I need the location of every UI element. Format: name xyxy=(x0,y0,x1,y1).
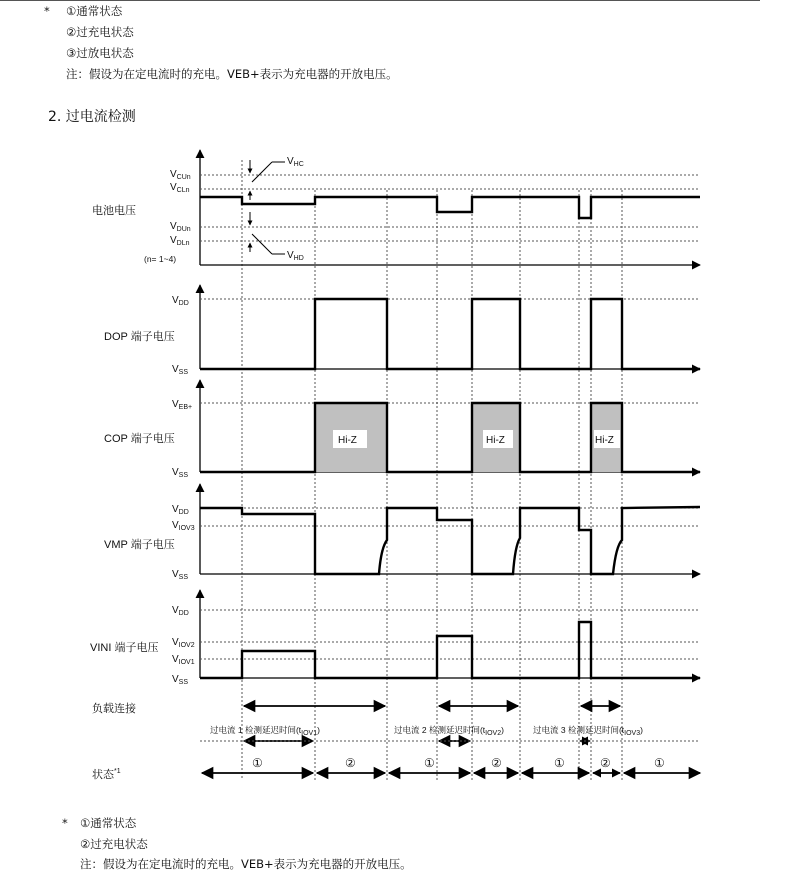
state-mark-1: ① xyxy=(252,756,263,770)
vcun-label: $V_{CUn}$ xyxy=(170,169,191,181)
vini-vss-label: $V_{SS}$ xyxy=(172,674,189,686)
dop-label: DOP 端子电压 xyxy=(104,331,175,343)
vhd-label: $V_{HD}$ xyxy=(287,250,304,262)
cop-label: COP 端子电压 xyxy=(104,433,175,445)
vmp-panel xyxy=(104,484,700,581)
vhc-label: $V_{HC}$ xyxy=(287,156,304,168)
state-mark-3: ① xyxy=(424,756,435,770)
event-lines xyxy=(242,160,622,780)
state-mark-4: ② xyxy=(491,756,502,770)
vini-viov2-label: $V_{IOV2}$ xyxy=(172,637,195,649)
battery-voltage-trace xyxy=(200,197,700,218)
cop-trace xyxy=(200,403,700,472)
hiz-label-1: Hi-Z xyxy=(338,435,357,446)
top-note-remark: 注：假设为在定电流时的充电。VEB+表示为充电器的开放电压。 xyxy=(66,67,398,81)
n-range-label: (n= 1~4) xyxy=(144,254,177,264)
cop-panel xyxy=(104,380,700,479)
vmp-label: VMP 端子电压 xyxy=(104,539,175,551)
state-mark-7: ① xyxy=(654,756,665,770)
vini-viov1-label: $V_{IOV1}$ xyxy=(172,654,195,666)
battery-voltage-label: 电池电压 xyxy=(92,205,136,217)
vdln-label: $V_{DLn}$ xyxy=(170,235,190,247)
top-note-overdischarge: ③过放电状态 xyxy=(66,46,134,60)
load-connection-label: 负载连接 xyxy=(92,703,136,715)
top-note-overcharge: ②过充电状态 xyxy=(66,25,134,39)
bottom-note-overcharge: ②过充电状态 xyxy=(80,837,148,851)
vdun-label: $V_{DUn}$ xyxy=(170,221,191,233)
dop-panel xyxy=(104,285,700,376)
vmp-vss-label: $V_{SS}$ xyxy=(172,569,189,581)
vini-label: VINI 端子电压 xyxy=(90,642,159,654)
state-label: 状态$^{*1}$ xyxy=(92,768,121,781)
delay-label-1: 过电流 1 检测延迟时间$(t_{IOV1})$ xyxy=(210,725,320,737)
section-title: 2. 过电流检测 xyxy=(48,109,136,125)
delay-label-3: 过电流 3 检测延迟时间$(t_{IOV3})$ xyxy=(533,725,643,737)
bottom-note-remark: 注：假设为在定电流时的充电。VEB+表示为充电器的开放电压。 xyxy=(80,857,412,871)
vini-panel xyxy=(90,590,700,686)
vini-trace xyxy=(200,622,700,678)
state-mark-5: ① xyxy=(554,756,565,770)
battery-voltage-panel xyxy=(92,150,700,265)
load-connection-panel xyxy=(92,701,700,741)
dop-vdd-label: $V_{DD}$ xyxy=(172,295,189,307)
vmp-trace xyxy=(200,507,700,574)
state-panel xyxy=(92,756,700,781)
dop-vss-label: $V_{SS}$ xyxy=(172,364,189,376)
vini-vdd-label: $V_{DD}$ xyxy=(172,605,189,617)
cop-vss-label: $V_{SS}$ xyxy=(172,467,189,479)
vmp-vdd-label: $V_{DD}$ xyxy=(172,504,189,516)
delay-label-2: 过电流 2 检测延迟时间$(t_{IOV2})$ xyxy=(394,725,504,737)
hiz-label-2: Hi-Z xyxy=(486,435,505,446)
bottom-note-normal: ①通常状态 xyxy=(80,816,137,830)
vmp-viov3-label: $V_{IOV3}$ xyxy=(172,520,195,532)
bottom-note-star: * xyxy=(62,816,68,830)
cop-veb-label: $V_{EB+}$ xyxy=(172,399,193,411)
top-note-star: * xyxy=(44,4,50,18)
state-mark-6: ② xyxy=(600,756,611,770)
hiz-label-3: Hi-Z xyxy=(595,435,614,446)
vcln-label: $V_{CLn}$ xyxy=(170,182,190,194)
top-note-normal: ①通常状态 xyxy=(66,4,123,18)
dop-trace xyxy=(200,299,700,369)
state-mark-2: ② xyxy=(345,756,356,770)
